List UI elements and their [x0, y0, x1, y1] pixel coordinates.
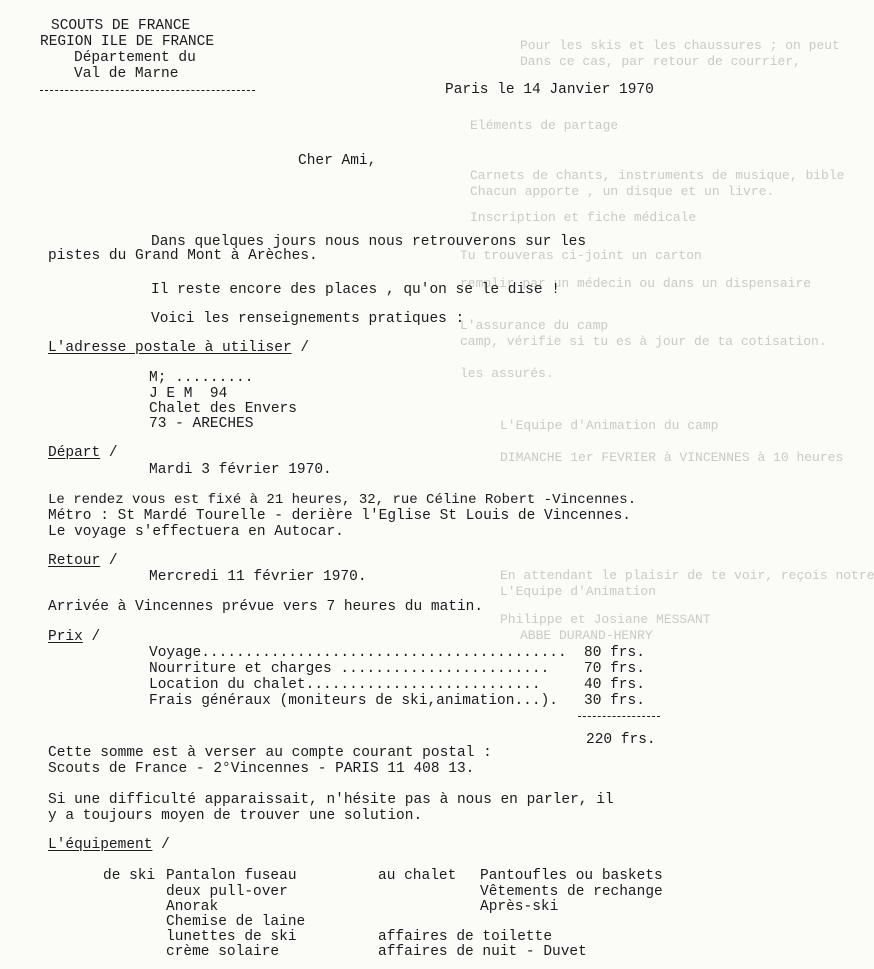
prix-item-amount: 30 frs.	[584, 693, 645, 709]
intro-line-1: Dans quelques jours nous nous retrouverons sur les	[151, 234, 587, 250]
ski-item: Pantalon fuseau	[166, 868, 297, 884]
depart-transport: Le voyage s'effectuera en Autocar.	[48, 524, 344, 540]
chalet-label: au chalet	[378, 868, 457, 884]
address-line-4: 73 - ARECHES	[149, 416, 254, 432]
ski-item: lunettes de ski	[166, 929, 297, 945]
ski-label: de ski	[103, 868, 156, 884]
retour-heading: Retour /	[48, 553, 118, 569]
prix-item-amount: 70 frs.	[584, 661, 645, 677]
prix-item-label: Location du chalet...........................	[149, 677, 541, 693]
prix-total: 220 frs.	[586, 732, 656, 748]
address-heading: L'adresse postale à utiliser /	[48, 340, 310, 356]
payment-line-1: Cette somme est à verser au compte courant postal :	[48, 745, 492, 761]
header-divider	[40, 90, 255, 91]
address-line-2: J E M 94	[149, 386, 228, 402]
prix-heading: Prix /	[48, 629, 101, 645]
org-name: SCOUTS DE FRANCE	[51, 18, 191, 34]
prix-item-amount: 40 frs.	[584, 677, 645, 693]
equipment-heading: L'équipement /	[48, 837, 170, 853]
depart-metro: Métro : St Mardé Tourelle - derière l'Eglise St Louis de Vincennes.	[48, 508, 631, 524]
chalet-item: Après-ski	[480, 899, 559, 915]
depart-meeting: Le rendez vous est fixé à 21 heures, 32, rue Céline Robert -Vincennes.	[48, 492, 637, 508]
prix-item-amount: 80 frs.	[584, 645, 645, 661]
ski-item: deux pull-over	[166, 884, 288, 900]
retour-arrival: Arrivée à Vincennes prévue vers 7 heures du matin.	[48, 599, 484, 615]
prix-item-label: Frais généraux (moniteurs de ski,animation...).	[149, 693, 558, 709]
ski-item: Chemise de laine	[166, 914, 306, 930]
intro-line-2: pistes du Grand Mont à Arèches.	[48, 248, 318, 264]
department-name: Val de Marne	[74, 66, 179, 82]
greeting: Cher Ami,	[298, 153, 377, 169]
chalet-item: Vêtements de rechange	[480, 884, 663, 900]
letter-page: Pour les skis et les chaussures ; on peut Dans ce cas, par retour de courrier, Eléments de partage Carnets de chants, instruments de musique, bible Chacun apporte , un disque et un livre. Inscription et fiche médicale Tu trouveras ci-joint un carton remplir par un médecin ou dans un dispensaire L'assurance du camp camp, vérifie si tu es à jour de ta cotisation. les assurés. L'Equipe d'Animation du camp DIMANCHE 1er FEVRIER à VINCENNES à 10 heures En attendant le plaisir de te voir, reçois notre L'Equipe d'Animation Philippe et Josiane MESSANT ABBE DURAND-HENRY SCOUTS DE FRANCE REGION ILE DE FRANCE Département du Val de Marne Paris le 14 Janvier 1970 Cher Ami, Dans quelques jours nous nous retrouverons sur les pistes du Grand Mont à Arèches. Il reste encore des places , qu'on se le dise ! Voici les renseignements pratiques : L'adresse postale à utiliser / M; ......... J E M 94 Chalet des Envers 73 - ARECHES Départ / Mardi 3 février 1970. Le rendez vous est fixé à 21 heures, 32, rue Céline Robert -Vincennes. Métro : St Mardé Tourelle - derière l'Eglise St Louis de Vincennes. Le voyage s'effectuera en Autocar. Retour / Mercredi 11 février 1970. Arrivée à Vincennes prévue vers 7 heures du matin. Prix / Voyage.......................................... 80 frs. Nourriture et charges ........................ 70 frs. Location du chalet........................... 40 frs. Frais généraux (moniteurs de ski,animation...). 30 frs. 220 frs. Cette somme est à verser au compte courant postal : Scouts de France - 2°Vincennes - PARIS 11 408 13. Si une difficulté apparaissait, n'hésite pas à nous en parler, il y a toujours moyen de trouver une solution. L'équipement / de ski Pantalon fuseau deux pull-over Anorak Chemise de laine lunettes de ski crème solaire au chalet Pantoufles ou baskets Vêtements de rechange Après-ski affaires de toilette affaires de nuit - Duvet	[40, 18, 874, 960]
ski-item: Anorak	[166, 899, 219, 915]
total-divider	[578, 716, 660, 717]
depart-date: Mardi 3 février 1970.	[149, 462, 332, 478]
prix-item-label: Nourriture et charges ........................	[149, 661, 550, 677]
help-line-1: Si une difficulté apparaissait, n'hésite pas à nous en parler, il	[48, 792, 614, 808]
depart-heading: Départ /	[48, 445, 118, 461]
department-label: Département du	[74, 50, 196, 66]
prix-item-label: Voyage..........................................	[149, 645, 567, 661]
intro-line-3: Il reste encore des places , qu'on se le dise !	[151, 282, 560, 298]
intro-line-4: Voici les renseignements pratiques :	[151, 311, 465, 327]
chalet-item: Pantoufles ou baskets	[480, 868, 663, 884]
org-region: REGION ILE DE FRANCE	[40, 34, 215, 50]
address-line-1: M; .........	[149, 370, 254, 386]
help-line-2: y a toujours moyen de trouver une solution.	[48, 808, 423, 824]
other-item: affaires de toilette	[378, 929, 553, 945]
letter-date: Paris le 14 Janvier 1970	[445, 82, 654, 98]
ski-item: crème solaire	[166, 944, 280, 960]
address-line-3: Chalet des Envers	[149, 401, 297, 417]
payment-line-2: Scouts de France - 2°Vincennes - PARIS 11 408 13.	[48, 761, 475, 777]
other-item: affaires de nuit - Duvet	[378, 944, 587, 960]
retour-date: Mercredi 11 février 1970.	[149, 569, 367, 585]
